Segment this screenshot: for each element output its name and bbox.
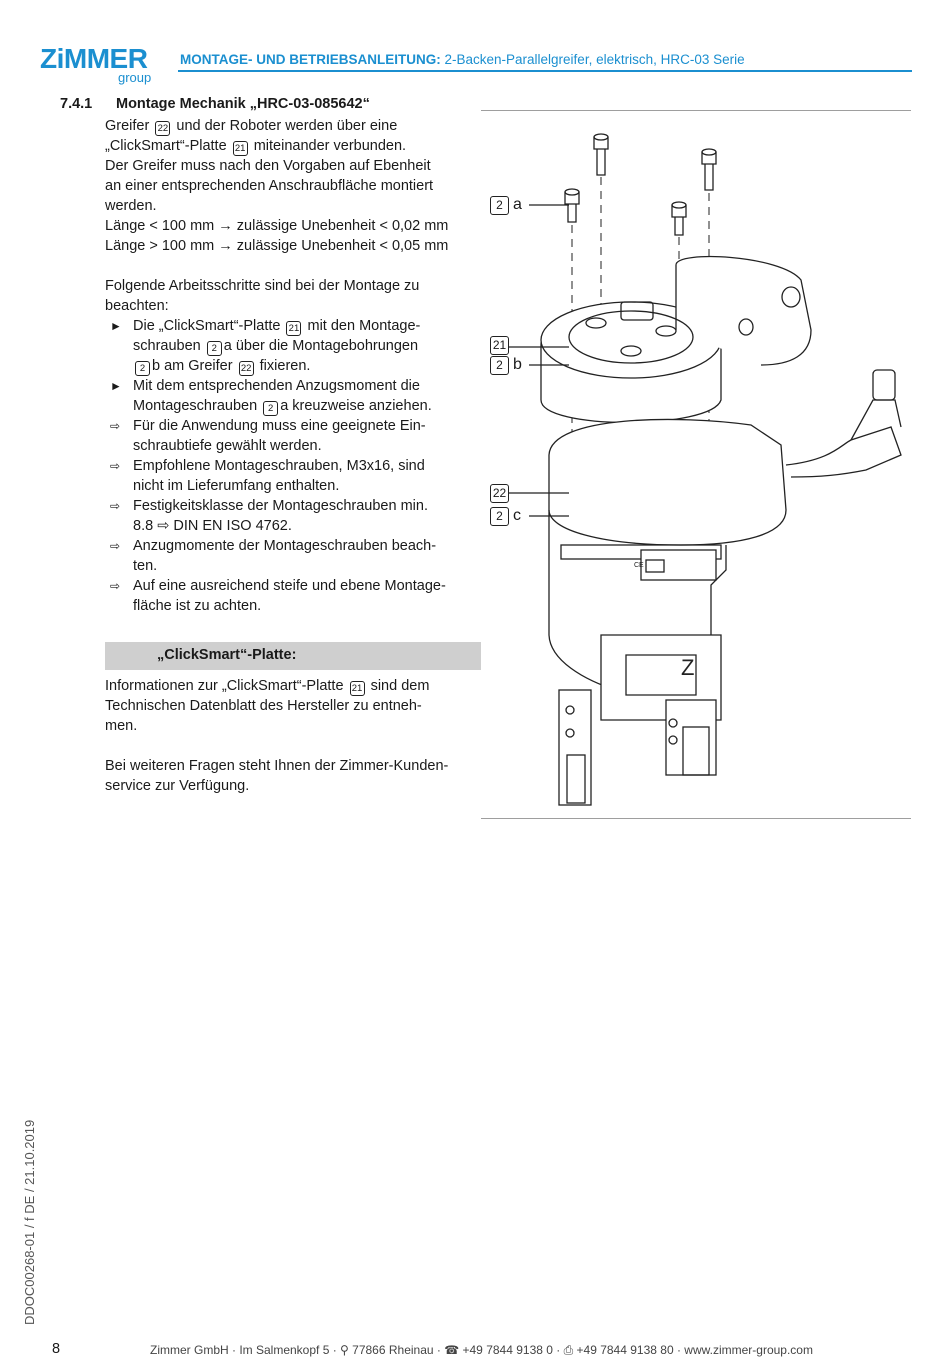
- title-rest: 2-Backen-Parallelgreifer, elektrisch, HRC-03 Serie: [440, 52, 745, 67]
- label-2b: 2 b: [490, 356, 522, 375]
- mounting-drawing: [481, 115, 911, 815]
- zimmer-logo: [40, 44, 160, 90]
- intro-paragraph: [105, 116, 483, 256]
- ref-22-icon: 22: [155, 121, 170, 136]
- intro-line: Greifer 22 und der Roboter werden über eine: [105, 118, 398, 134]
- bullet-arrow-icon: ►: [110, 379, 122, 393]
- cross-ref-arrow-icon: ⇨: [157, 518, 170, 534]
- steps-intro: [105, 276, 483, 316]
- housing-mark: Z: [681, 655, 695, 680]
- ref-2-icon: 2: [263, 401, 278, 416]
- label-2c: 2 c: [490, 507, 521, 526]
- figure-top-rule: [481, 110, 911, 111]
- note-arrow-icon: ⇨: [110, 579, 121, 593]
- section-number: 7.4.1: [60, 96, 93, 112]
- label-21: 21: [490, 336, 513, 355]
- bullet-arrow-icon: ►: [110, 319, 122, 333]
- info-box-title: „ClickSmart“-Platte:: [157, 647, 297, 663]
- intro-line: „ClickSmart“-Platte 21 miteinander verbunden.: [105, 138, 407, 154]
- title-bold: MONTAGE- UND BETRIEBSANLEITUNG:: [180, 52, 441, 67]
- intro-line: werden.: [105, 198, 157, 214]
- note-arrow-icon: ⇨: [110, 419, 121, 433]
- ref-22-icon: 22: [239, 361, 254, 376]
- info-paragraph: Informationen zur „ClickSmart“-Platte 21 sind dem Technischen Datenblatt des Hersteller zu entneh- men.: [105, 678, 430, 734]
- contact-paragraph: Bei weiteren Fragen steht Ihnen der Zimmer-Kunden- service zur Verfügung.: [105, 758, 449, 794]
- ref-21-icon: 21: [350, 681, 365, 696]
- intro-line: Länge > 100 mm → zulässige Unebenheit < 0,05 mm: [105, 238, 449, 254]
- page-number: 8: [52, 1341, 61, 1357]
- figure-bottom-rule: [481, 818, 911, 819]
- screw-icon: [594, 134, 608, 175]
- logo-wordmark: ZiMMER: [40, 43, 148, 74]
- note-arrow-icon: ⇨: [110, 499, 121, 513]
- steps-intro-line: Folgende Arbeitsschritte sind bei der Montage zu: [105, 278, 420, 294]
- document-id: DDOC00268-01 / f DE / 21.10.2019: [22, 1119, 37, 1325]
- footer-contact: Zimmer GmbH · Im Salmenkopf 5 · ⚲ 77866 Rheinau · ☎ +49 7844 9138 0 · ⎙ +49 7844 9138 80 · www.zimmer-group.com: [150, 1343, 813, 1357]
- logo-subtitle: group: [118, 70, 152, 85]
- ref-21-icon: 21: [233, 141, 248, 156]
- steps-intro-line: beachten:: [105, 298, 169, 314]
- note-arrow-icon: ⇨: [110, 459, 121, 473]
- info-box-header: [105, 642, 481, 670]
- screw-icon: [702, 149, 716, 190]
- intro-line: Länge < 100 mm → zulässige Unebenheit < 0,02 mm: [105, 218, 449, 234]
- ref-21-icon: 21: [286, 321, 301, 336]
- document-title: [180, 52, 745, 67]
- header-divider: [178, 70, 912, 72]
- note-arrow-icon: ⇨: [110, 539, 121, 553]
- label-2a: 2 a: [490, 196, 522, 215]
- section-title: Montage Mechanik „HRC-03-085642“: [116, 96, 370, 112]
- ref-2-icon: 2: [135, 361, 150, 376]
- ref-2-icon: 2: [207, 341, 222, 356]
- nameplate-text: CE: [634, 562, 644, 569]
- screw-icon: [672, 202, 686, 235]
- intro-line: Der Greifer muss nach den Vorgaben auf Ebenheit: [105, 158, 431, 174]
- intro-line: an einer entsprechenden Anschraubfläche montiert: [105, 178, 434, 194]
- label-22: 22: [490, 484, 513, 503]
